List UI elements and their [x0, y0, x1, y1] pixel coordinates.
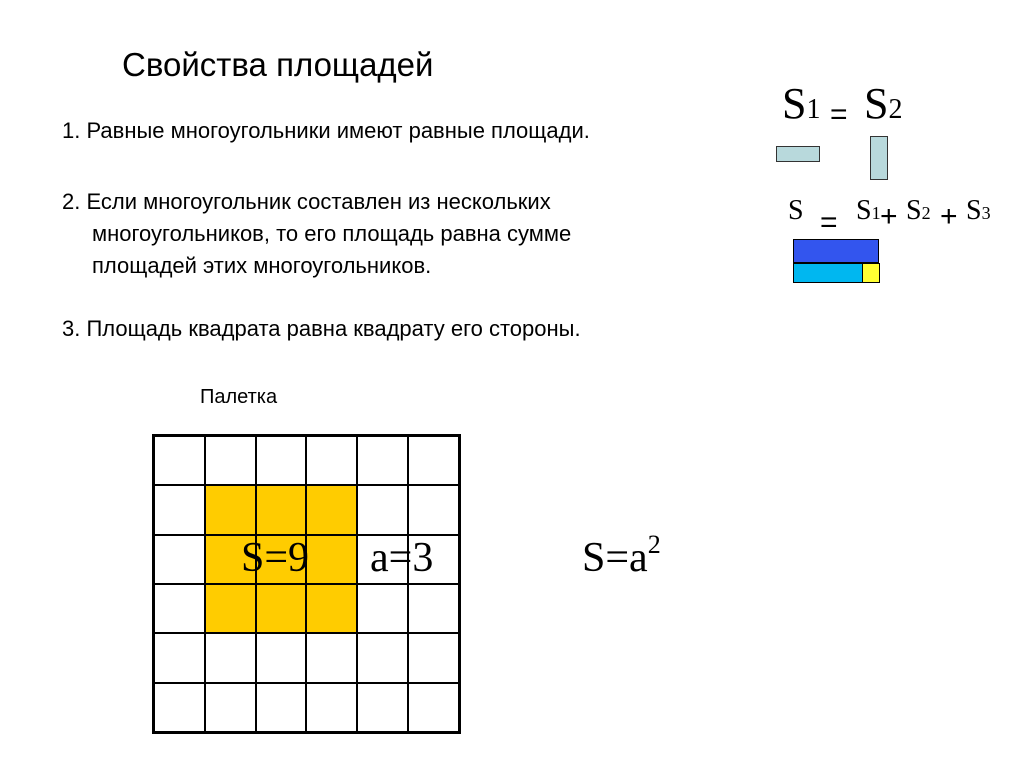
s-symbol: S — [864, 79, 889, 128]
s3-subscript: 3 — [981, 203, 991, 223]
grid-cell — [408, 683, 459, 732]
formula-sum-plus-1: + — [880, 200, 898, 233]
grid-cell — [256, 633, 307, 682]
square-area-formula — [582, 530, 661, 582]
s-symbol: S — [782, 79, 807, 128]
grid-cell — [408, 436, 459, 485]
grid-cell-filled — [205, 485, 256, 534]
grid-cell — [408, 485, 459, 534]
grid-cell — [357, 584, 408, 633]
composite-part-yellow — [862, 263, 880, 283]
composite-part-blue — [793, 239, 879, 263]
grid-cell — [306, 633, 357, 682]
grid-cell — [357, 436, 408, 485]
s-symbol: S — [966, 195, 982, 226]
grid-cell — [154, 436, 205, 485]
formula-sum-equal: = — [820, 206, 838, 239]
grid-cell — [154, 485, 205, 534]
grid-cell-filled — [256, 584, 307, 633]
square-area-label: S=9 — [241, 535, 310, 581]
grid-cell-filled — [256, 485, 307, 534]
property-3: 3. Площадь квадрата равна квадрату его стороны. — [62, 316, 581, 341]
formula-sum-plus-2: + — [940, 200, 958, 233]
palette-label: Палетка — [200, 386, 278, 408]
square-side-label: a=3 — [370, 535, 434, 581]
palette-grid — [152, 434, 461, 734]
s1-subscript: 1 — [806, 94, 821, 125]
s1-subscript: 1 — [871, 203, 881, 223]
grid-cell — [205, 683, 256, 732]
formula-equal-sign: = — [830, 98, 848, 131]
s-symbol: S — [906, 195, 922, 226]
composite-part-cyan — [793, 263, 863, 283]
grid-cell — [357, 683, 408, 732]
formula-sum-s1 — [856, 195, 881, 227]
grid-cell — [306, 436, 357, 485]
formula-sum-s: S — [788, 195, 804, 226]
grid-cell-filled — [306, 485, 357, 534]
property-2-line-1: 2. Если многоугольник составлен из нескольких — [62, 189, 551, 214]
formula-base: S=a — [582, 535, 648, 581]
slide-title: Свойства площадей — [122, 46, 434, 83]
equal-rectangle-vertical — [870, 136, 888, 180]
grid-cell — [408, 584, 459, 633]
grid-cell — [357, 633, 408, 682]
property-2-line-2: многоугольников, то его площадь равна сумме — [92, 221, 572, 246]
formula-exponent: 2 — [647, 530, 661, 559]
grid-cell — [205, 633, 256, 682]
property-2-line-3: площадей этих многоугольников. — [92, 253, 432, 278]
s-symbol: S — [856, 195, 872, 226]
grid-cell-filled — [306, 535, 357, 584]
equal-rectangle-horizontal — [776, 146, 820, 162]
grid-cell — [205, 436, 256, 485]
formula-sum-s3 — [966, 195, 991, 227]
grid-cell — [357, 485, 408, 534]
formula-equal-s1 — [782, 78, 820, 129]
property-2 — [62, 186, 571, 282]
grid-cell — [154, 633, 205, 682]
grid-cell — [154, 683, 205, 732]
grid-cell — [154, 535, 205, 584]
grid-cell — [256, 436, 307, 485]
grid-cell-filled — [306, 584, 357, 633]
grid-cell — [154, 584, 205, 633]
property-1: 1. Равные многоугольники имеют равные площади. — [62, 118, 590, 143]
grid-cell — [306, 683, 357, 732]
grid-cell — [408, 633, 459, 682]
s2-subscript: 2 — [888, 94, 903, 125]
formula-sum-s2 — [906, 195, 931, 227]
grid-cell — [256, 683, 307, 732]
formula-equal-s2 — [864, 78, 902, 129]
s2-subscript: 2 — [921, 203, 931, 223]
grid-cell-filled — [205, 584, 256, 633]
